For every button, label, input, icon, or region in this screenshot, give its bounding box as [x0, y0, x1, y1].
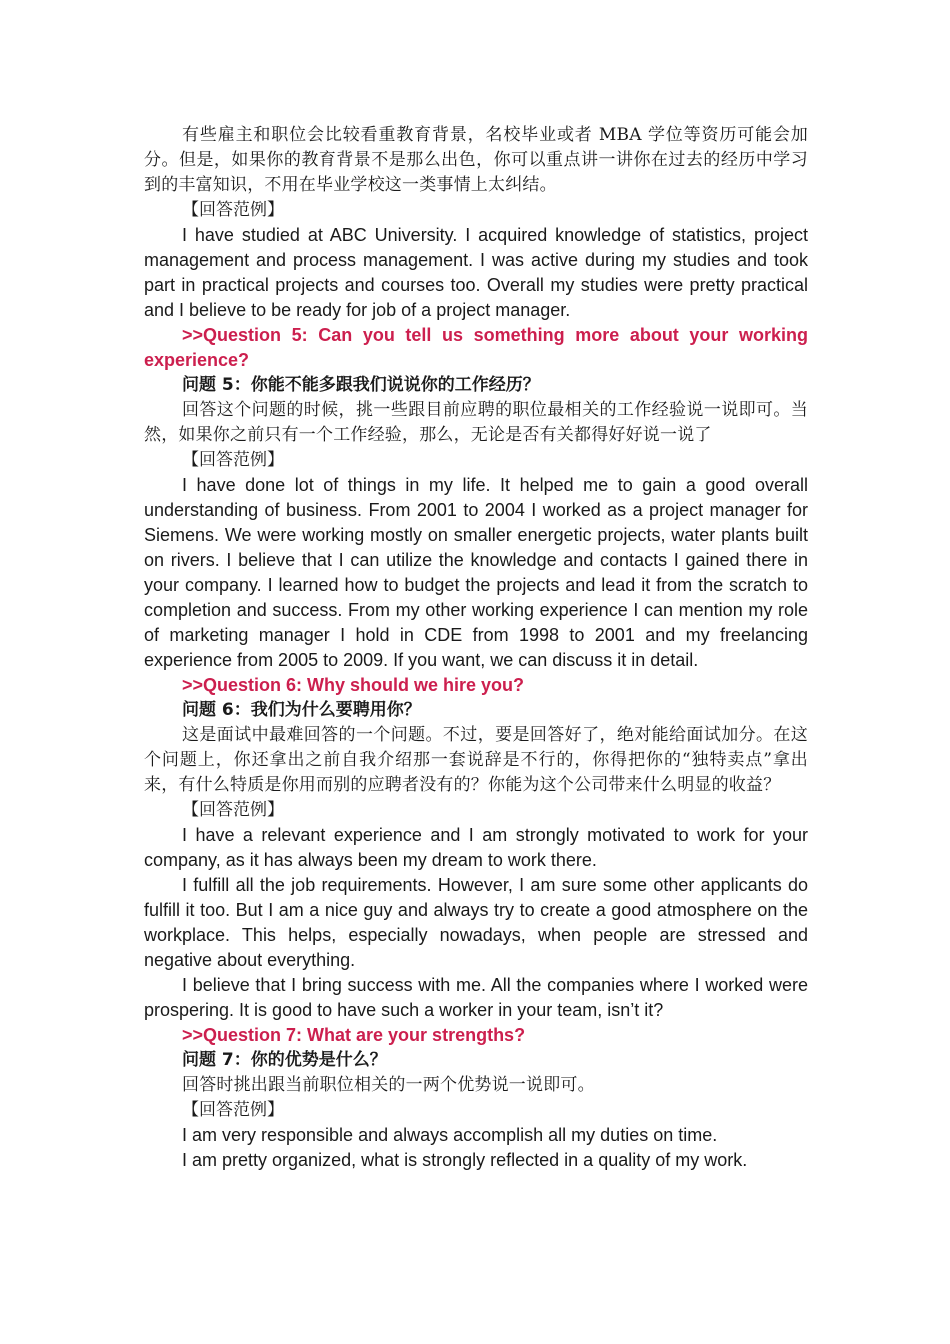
question-heading: >>Question 5: Can you tell us something more about your working experience? [144, 325, 808, 370]
advice-paragraph: 这是面试中最难回答的一个问题。不过，要是回答好了，绝对能给面试加分。在这个问题上，你还拿出之前自我介绍那一套说辞是不行的，你得把你的“独特卖点”拿出来，有什么特质是你用而别的应聘者没有的？你能为这个公司带来什么明显的收益？ [144, 725, 808, 795]
question-heading: >>Question 7: What are your strengths? [182, 1025, 526, 1045]
answer-paragraph: I am very responsible and always accomplish all my duties on time. [182, 1125, 718, 1145]
answer-example-label: 【回答范例】 [182, 800, 284, 820]
answer-paragraph: I have studied at ABC University. I acquired knowledge of statistics, project management and process management. I was active during my studies and took part in practical projects and courses too. Overall my studies were pretty practical and I believe to be ready for job of a project manager. [144, 225, 808, 320]
answer-example-label: 【回答范例】 [182, 450, 284, 470]
question-heading-cn: 问题 5：你能不能多跟我们说说你的工作经历？ [182, 375, 540, 395]
answer-paragraph: I have a relevant experience and I am strongly motivated to work for your company, as it has always been my dream to work there. [144, 825, 808, 870]
answer-paragraph: I have done lot of things in my life. It helped me to gain a good overall understanding of business. From 2001 to 2004 I worked as a project manager for Siemens. We were working mostly on smaller energetic projects, water plants built on rivers. I believe that I can utilize the knowledge and contacts I gained there in your company. I learned how to budget the projects and lead it from the scratch to completion and success. From my other working experience I can mention my role of marketing manager I hold in CDE from 1998 to 2001 and my freelancing experience from 2005 to 2009. If you want, we can discuss it in detail. [144, 475, 808, 670]
advice-paragraph: 回答这个问题的时候，挑一些跟目前应聘的职位最相关的工作经验说一说即可。当然，如果你之前只有一个工作经验，那么，无论是否有关都得好好说一说了 [144, 400, 808, 445]
answer-example-label: 【回答范例】 [182, 1100, 284, 1120]
answer-paragraph: I believe that I bring success with me. All the companies where I worked were prospering. It is good to have such a worker in your team, isn’t it? [144, 975, 808, 1020]
advice-paragraph: 回答时挑出跟当前职位相关的一两个优势说一说即可。 [182, 1075, 595, 1095]
answer-paragraph: I fulfill all the job requirements. However, I am sure some other applicants do fulfill it too. But I am a nice guy and always try to create a good atmosphere on the workplace. This helps, especially nowadays, when people are stressed and negative about everything. [144, 875, 808, 970]
question-heading-cn: 问题 6：我们为什么要聘用你？ [182, 700, 421, 720]
question-heading-cn: 问题 7：你的优势是什么？ [182, 1050, 387, 1070]
answer-paragraph: I am pretty organized, what is strongly reflected in a quality of my work. [182, 1150, 748, 1170]
answer-example-label: 【回答范例】 [182, 200, 284, 220]
question-heading: >>Question 6: Why should we hire you? [182, 675, 525, 695]
document-page [144, 123, 808, 1173]
intro-paragraph: 有些雇主和职位会比较看重教育背景，名校毕业或者 MBA 学位等资历可能会加分。但是，如果你的教育背景不是那么出色，你可以重点讲一讲你在过去的经历中学习到的丰富知识，不用在毕业学校这一类事情上太纠结。 [144, 125, 808, 195]
